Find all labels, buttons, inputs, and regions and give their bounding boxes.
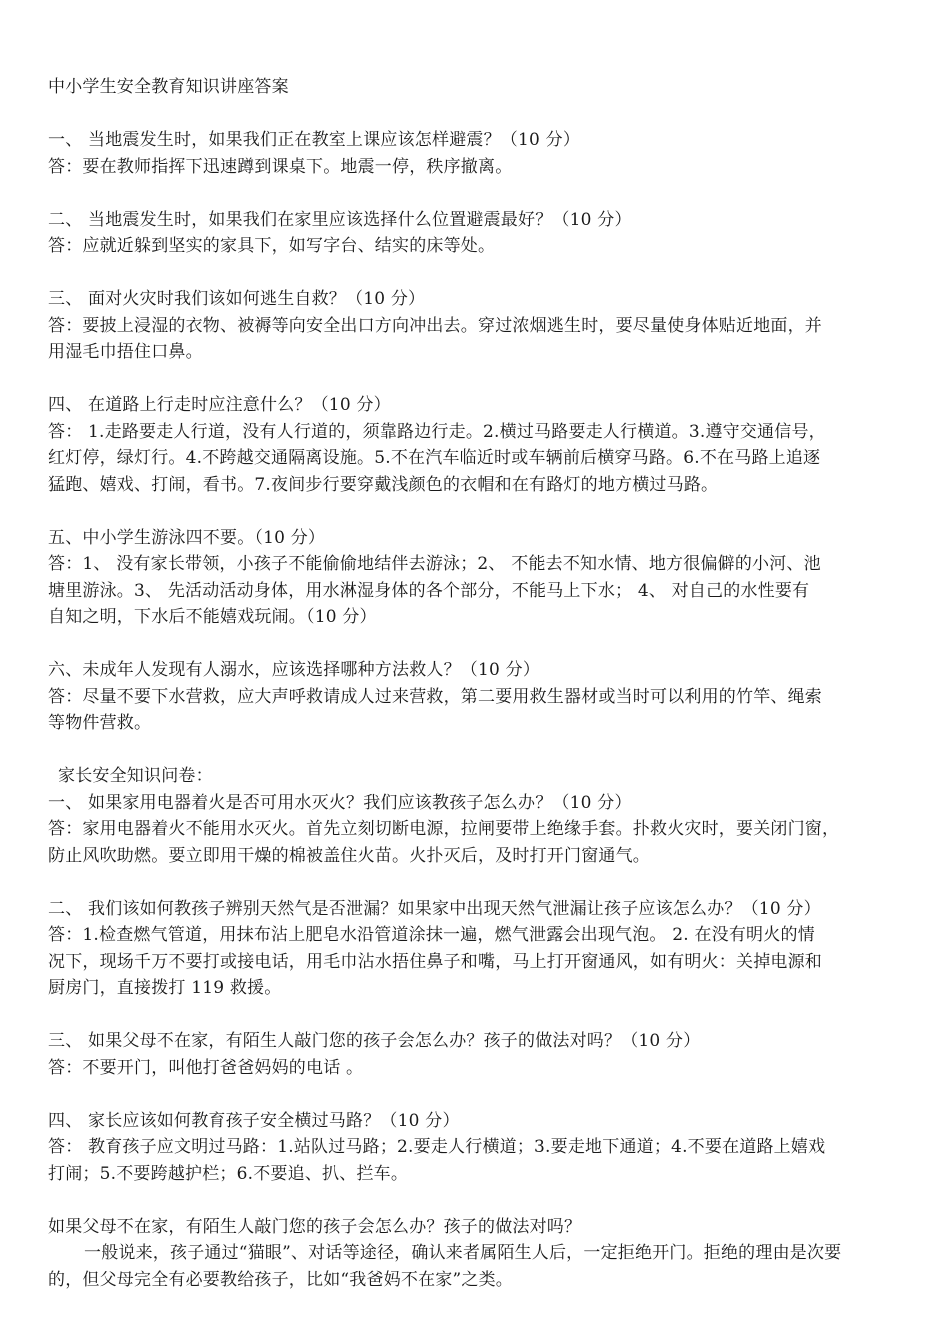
parent-answer-4-line-1: 答： 教育孩子应文明过马路：1.站队过马路；2.要走人行横道；3.要走地下通道；4.不要在道路上嬉戏 <box>48 1137 826 1157</box>
parent-answer-2-line-1: 答：1.检查燃气管道，用抹布沾上肥皂水沿管道涂抹一遍，燃气泄露会出现气泡。 2. 在没有明火的情 <box>48 925 815 945</box>
student-answer-5-line-3: 自知之明，下水后不能嬉戏玩闹。（10 分） <box>48 607 377 627</box>
spacer <box>48 1081 906 1108</box>
student-answer-3-line-2: 用湿毛巾捂住口鼻。 <box>48 342 203 362</box>
student-question-2: 二、 当地震发生时，如果我们在家里应该选择什么位置避震最好？（10 分） <box>48 209 632 230</box>
student-question-3: 三、 面对火灾时我们该如何逃生自救？（10 分） <box>48 289 426 309</box>
parent-answer-2-line-3: 厨房门，直接拨打 119 救援。 <box>48 978 282 998</box>
closing-question: 如果父母不在家，有陌生人敲门您的孩子会怎么办？孩子的做法对吗？ <box>48 1216 582 1237</box>
student-question-5: 五、中小学生游泳四不要。（10 分） <box>48 527 326 548</box>
parent-answer-3: 答：不要开门，叫他打爸爸妈妈的电话 。 <box>48 1057 364 1078</box>
student-answer-4-line-2: 红灯停，绿灯行。4.不跨越交通隔离设施。5.不在汽车临近时或车辆前后横穿马路。6.不在马路上追逐 <box>48 448 821 468</box>
parent-question-3: 三、 如果父母不在家，有陌生人敲门您的孩子会怎么办？孩子的做法对吗？（10 分） <box>48 1031 701 1051</box>
spacer <box>48 1002 906 1029</box>
document-title: 中小学生安全教育知识讲座答案 <box>48 77 289 97</box>
spacer <box>48 180 906 207</box>
student-answer-2: 答：应就近躲到坚实的家具下，如写字台、结实的床等处。 <box>48 236 496 256</box>
student-answer-5-line-1: 答：1、 没有家长带领，小孩子不能偷偷地结伴去游泳；2、 不能去不知水情、地方很偏僻的小河、池 <box>48 554 821 574</box>
student-answer-4-line-1: 答： 1.走路要走人行道，没有人行道的，须靠路边行走。2.横过马路要走人行横道。3.遵守交通信号， <box>48 421 826 442</box>
parent-question-4: 四、 家长应该如何教育孩子安全横过马路？（10 分） <box>48 1110 460 1131</box>
parent-answer-4-line-2: 打闹；5.不要跨越护栏；6.不要追、扒、拦车。 <box>48 1163 409 1184</box>
spacer <box>48 631 906 658</box>
spacer <box>48 366 906 393</box>
parent-question-2: 二、 我们该如何教孩子辨别天然气是否泄漏？如果家中出现天然气泄漏让孩子应该怎么办？（10 分） <box>48 898 821 919</box>
closing-answer-line-1: 一般说来，孩子通过“猫眼”、对话等途径，确认来者属陌生人后，一定拒绝开门。拒绝的理由是次要 <box>84 1243 842 1263</box>
student-question-1: 一、 当地震发生时，如果我们正在教室上课应该怎样避震？（10 分） <box>48 130 581 150</box>
closing-answer-line-2: 的，但父母完全有必要教给孩子，比如“我爸妈不在家”之类。 <box>48 1269 513 1290</box>
parent-answer-2-line-2: 况下，现场千万不要打或接电话，用毛巾沾水捂住鼻子和嘴，马上打开窗通风，如有明火：关掉电源和 <box>48 951 822 972</box>
student-answer-6-line-1: 答：尽量不要下水营救，应大声呼救请成人过来营救，第二要用救生器材或当时可以利用的竹竿、绳索 <box>48 686 822 707</box>
spacer <box>48 498 906 525</box>
spacer <box>48 737 906 764</box>
parent-answer-1-line-2: 防止风吹助燃。要立即用干燥的棉被盖住火苗。火扑灭后，及时打开门窗通气。 <box>48 845 650 866</box>
document-body <box>48 74 906 1293</box>
student-answer-4-line-3: 猛跑、嬉戏、打闹，看书。7.夜间步行要穿戴浅颜色的衣帽和在有路灯的地方横过马路。 <box>48 474 719 495</box>
spacer <box>48 101 906 128</box>
spacer <box>48 869 906 896</box>
spacer <box>48 1187 906 1214</box>
student-question-4: 四、 在道路上行走时应注意什么？（10 分） <box>48 395 391 415</box>
student-answer-5-line-2: 塘里游泳。3、 先活动活动身体，用水淋湿身体的各个部分，不能马上下水； 4、 对自己的水性要有 <box>48 580 810 601</box>
student-answer-1: 答：要在教师指挥下迅速蹲到课桌下。地震一停，秩序撤离。 <box>48 156 513 177</box>
parent-answer-1-line-1: 答：家用电器着火不能用水灭火。首先立刻切断电源，拉闸要带上绝缘手套。扑救火灾时，要关闭门窗， <box>48 819 840 839</box>
student-question-6: 六、未成年人发现有人溺水，应该选择哪种方法救人？（10 分） <box>48 660 541 680</box>
spacer <box>48 260 906 287</box>
parent-section-heading: 家长安全知识问卷： <box>58 766 213 786</box>
student-answer-6-line-2: 等物件营救。 <box>48 713 152 733</box>
parent-question-1: 一、 如果家用电器着火是否可用水灭火？我们应该教孩子怎么办？（10 分） <box>48 792 632 813</box>
student-answer-3-line-1: 答：要披上浸湿的衣物、被褥等向安全出口方向冲出去。穿过浓烟逃生时，要尽量使身体贴近地面，并 <box>48 315 822 336</box>
